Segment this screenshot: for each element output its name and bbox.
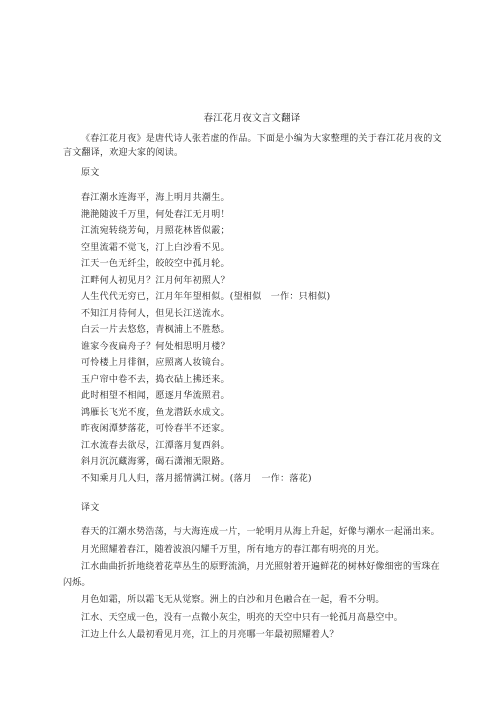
poem-line: 白云一片去悠悠，青枫浦上不胜愁。 [81, 325, 230, 335]
poem-lines [81, 190, 441, 487]
intro-paragraph: 《春江花月夜》是唐代诗人张若虚的作品。下面是小编为大家整理的关于春江花月夜的文言文翻译，欢迎大家的阅读。 [63, 134, 442, 158]
poem-line: 春江潮水连海平，海上明月共潮生。 [81, 193, 230, 203]
poem-line: 不知江月待何人，但见长江送流水。 [81, 308, 230, 319]
poem-line: 鸿雁长飞光不度，鱼龙潜跃水成文。 [81, 407, 230, 418]
translation-paragraph: 月光照耀着春江，随着波浪闪耀千万里，所有地方的春江都有明亮的月光。 [81, 544, 385, 555]
original-text-heading: 原文 [81, 168, 100, 178]
poem-line: 江天一色无纤尘，皎皎空中孤月轮。 [81, 259, 230, 269]
poem-line: 玉户帘中卷不去，捣衣砧上拂还来。 [81, 374, 230, 385]
translation-paragraphs [63, 525, 443, 646]
poem-line: 谁家今夜扁舟子？何处相思明月楼？ [81, 341, 230, 352]
translation-paragraph: 江水曲曲折折地绕着花草丛生的原野流淌，月光照射着开遍鲜花的树林好像细密的雪珠在闪烁。 [63, 562, 440, 588]
poem-line: 空里流霜不觉飞，汀上白沙看不见。 [81, 242, 230, 253]
translation-paragraph: 月色如霜，所以霜飞无从觉察。洲上的白沙和月色融合在一起，看不分明。 [81, 595, 385, 605]
document-title: 春江花月夜文言文翻译 [203, 113, 301, 124]
poem-line: 此时相望不相闻，愿逐月华流照君。 [81, 391, 230, 401]
poem-line: 滟滟随波千万里，何处春江无月明！ [81, 209, 230, 220]
poem-line: 可怜楼上月徘徊，应照离人妆镜台。 [81, 358, 230, 368]
poem-line: 江水流春去欲尽，江潭落月复西斜。 [81, 440, 230, 451]
poem-line: 斜月沉沉藏海雾，碣石潇湘无限路。 [81, 457, 230, 467]
translation-heading: 译文 [81, 503, 100, 513]
poem-line: 江流宛转绕芳甸，月照花林皆似霰； [81, 226, 230, 236]
translation-paragraph: 江边上什么人最初看见月亮，江上的月亮哪一年最初照耀着人？ [81, 630, 339, 640]
poem-line: 江畔何人初见月？江月何年初照人？ [81, 275, 230, 286]
poem-line: 不知乘月几人归，落月摇情满江树。(落月 一作：落花) [81, 473, 312, 484]
translation-paragraph: 春天的江潮水势浩荡，与大海连成一片，一轮明月从海上升起，好像与潮水一起涌出来。 [81, 527, 440, 537]
translation-paragraph: 江水、天空成一色，没有一点微小灰尘，明亮的天空中只有一轮孤月高悬空中。 [81, 612, 404, 623]
poem-line: 人生代代无穷已，江月年年望相似。(望相似 一作：只相似) [81, 292, 331, 302]
poem-line: 昨夜闲潭梦落花，可怜春半不还家。 [81, 424, 230, 434]
